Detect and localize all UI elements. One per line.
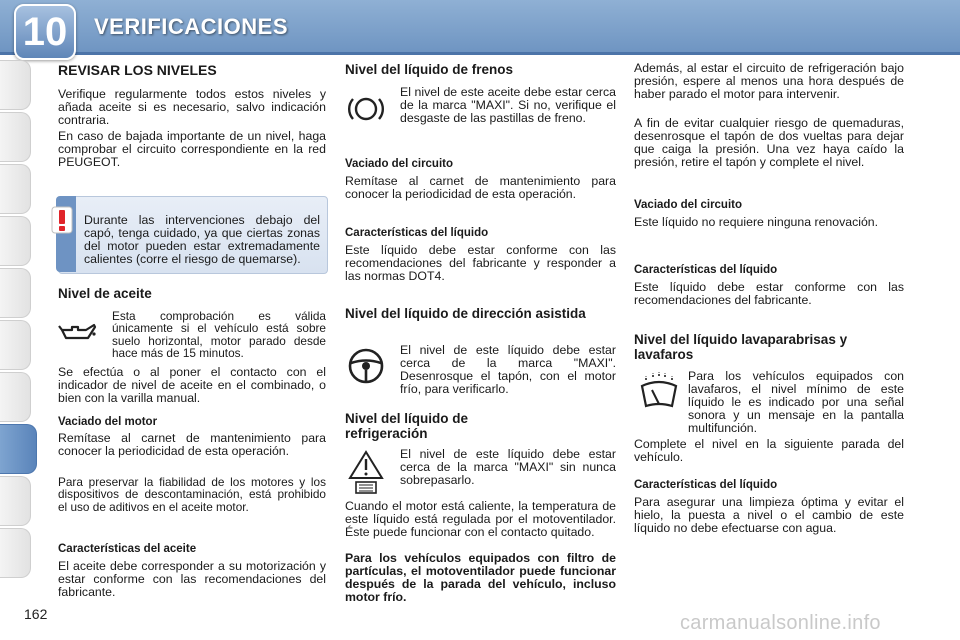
steering-fluid-heading: Nivel del líquido de dirección asistida <box>345 306 586 321</box>
brake-drain-text: Remítase al carnet de mantenimiento para conocer la periodicidad de esta operación. <box>345 174 616 201</box>
coolant-level-text: El nivel de este líquido debe estar cerca de la marca "MAXI" sin nunca sobrepasarlo. <box>400 447 616 487</box>
chapter-tab[interactable] <box>0 372 31 422</box>
chapter-number-badge: 10 <box>14 4 76 60</box>
coolant-temperature-text: Cuando el motor está caliente, la temperatura de este líquido está regulada por el motoventilador. Éste puede funcionar con el contacto quitado. <box>345 499 616 539</box>
intro-paragraph: Verifique regularmente todos estos niveles y añada aceite si es necesario, salvo indicación contraria. <box>58 87 326 127</box>
chapter-tab[interactable] <box>0 268 31 318</box>
washer-refill-text: Complete el nivel en la siguiente parada del vehículo. <box>634 437 904 464</box>
watermark: carmanualsonline.info <box>680 612 881 634</box>
chapter-title: VERIFICACIONES <box>94 14 289 39</box>
chapter-tab[interactable] <box>0 112 31 162</box>
coolant-drain-text: Este líquido no requiere ninguna renovación. <box>634 215 879 229</box>
oil-level-text: Se efectúa o al poner el contacto con el indicador de nivel de aceite en el combinado, o bien con la varilla manual. <box>58 365 326 405</box>
coolant-characteristics-heading: Características del líquido <box>634 264 778 276</box>
oil-level-condition: Esta comprobación es válida únicamente si el vehículo está sobre suelo horizontal, motor parado desde hace más de 15 minutos. <box>112 309 326 361</box>
engine-drain-note: Para preservar la fiabilidad de los motores y los dispositivos de descontaminación, está prohibido el uso de aditivos en el aceite motor. <box>58 475 326 514</box>
washer-fluid-heading: Nivel del líquido lavaparabrisas y lavafaros <box>634 332 848 362</box>
engine-drain-text: Remítase al carnet de mantenimiento para conocer la periodicidad de esta operación. <box>58 431 326 458</box>
coolant-characteristics-text: Este líquido debe estar conforme con las recomendaciones del fabricante. <box>634 280 904 307</box>
coolant-heading: Nivel del líquido de refrigeración <box>345 411 469 441</box>
particle-filter-note: Para los vehículos equipados con filtro de partículas, el motoventilador puede funcionar después de la parada del vehículo, incluso motor frío. <box>345 551 616 604</box>
brake-characteristics-text: Este líquido debe estar conforme con las recomendaciones del fabricante y responder a las normas DOT4. <box>345 243 616 283</box>
steering-wheel-icon <box>346 346 386 386</box>
washer-characteristics-text: Para asegurar una limpieza óptima y evitar el hielo, la puesta a nivel o el cambio de este líquido no debe efectuarse con agua. <box>634 495 904 535</box>
brake-fluid-text: El nivel de este aceite debe estar cerca de la marca "MAXI". Si no, verifique el desgaste de las pastillas de freno. <box>400 85 616 125</box>
windscreen-washer-icon <box>638 372 680 412</box>
section-title: REVISAR LOS NIVELES <box>58 62 217 78</box>
brake-circle-icon <box>346 92 386 126</box>
oil-level-heading: Nivel de aceite <box>58 286 152 301</box>
warning-text: Durante las intervenciones debajo del capó, tenga cuidado, ya que ciertas zonas del motor pueden estar extremadamente calientes (corre el riesgo de quemarse). <box>84 213 320 267</box>
chapter-tab[interactable] <box>0 60 31 110</box>
engine-drain-heading: Vaciado del motor <box>58 416 158 428</box>
intro-paragraph: En caso de bajada importante de un nivel, haga comprobar el circuito correspondiente en la red PEUGEOT. <box>58 129 326 169</box>
chapter-tabs <box>0 60 32 610</box>
coolant-cap-text: A fin de evitar cualquier riesgo de quemaduras, desenrosque el tapón de dos vueltas para dejar que caiga la presión. Una vez haya caído la presión, retire el tapón y complete el nivel. <box>634 116 904 169</box>
oil-characteristics-heading: Características del aceite <box>58 543 197 555</box>
washer-fluid-text: Para los vehículos equipados con lavafaros, el nivel mínimo de este líquido le es indicado por una señal sonora y un mensaje en la pantalla multifunción. <box>688 369 904 435</box>
oil-characteristics-text: El aceite debe corresponder a su motorización y estar conforme con las recomendaciones del fabricante. <box>58 559 326 599</box>
chapter-tab[interactable] <box>0 476 31 526</box>
chapter-tab[interactable] <box>0 320 31 370</box>
brake-drain-heading: Vaciado del circuito <box>345 158 454 170</box>
steering-fluid-text: El nivel de este líquido debe estar cerca de la marca "MAXI". Desenrosque el tapón, con el motor frío, para verificarlo. <box>400 343 616 396</box>
brake-fluid-heading: Nivel del líquido de frenos <box>345 62 514 77</box>
chapter-tab[interactable] <box>0 164 31 214</box>
brake-characteristics-heading: Características del líquido <box>345 227 489 239</box>
warning-exclamation-icon <box>50 206 74 234</box>
coolant-pressure-text: Además, al estar el circuito de refrigeración bajo presión, espere al menos una hora después de haber parado el motor para intervenir. <box>634 61 904 101</box>
coolant-warning-icon <box>348 450 384 494</box>
page-number: 162 <box>24 606 48 622</box>
oil-can-icon <box>58 318 98 346</box>
coolant-drain-heading: Vaciado del circuito <box>634 199 743 211</box>
chapter-tab[interactable] <box>0 216 31 266</box>
chapter-tab[interactable] <box>0 528 31 578</box>
washer-characteristics-heading: Características del líquido <box>634 479 778 491</box>
chapter-tab-active[interactable] <box>0 424 37 474</box>
